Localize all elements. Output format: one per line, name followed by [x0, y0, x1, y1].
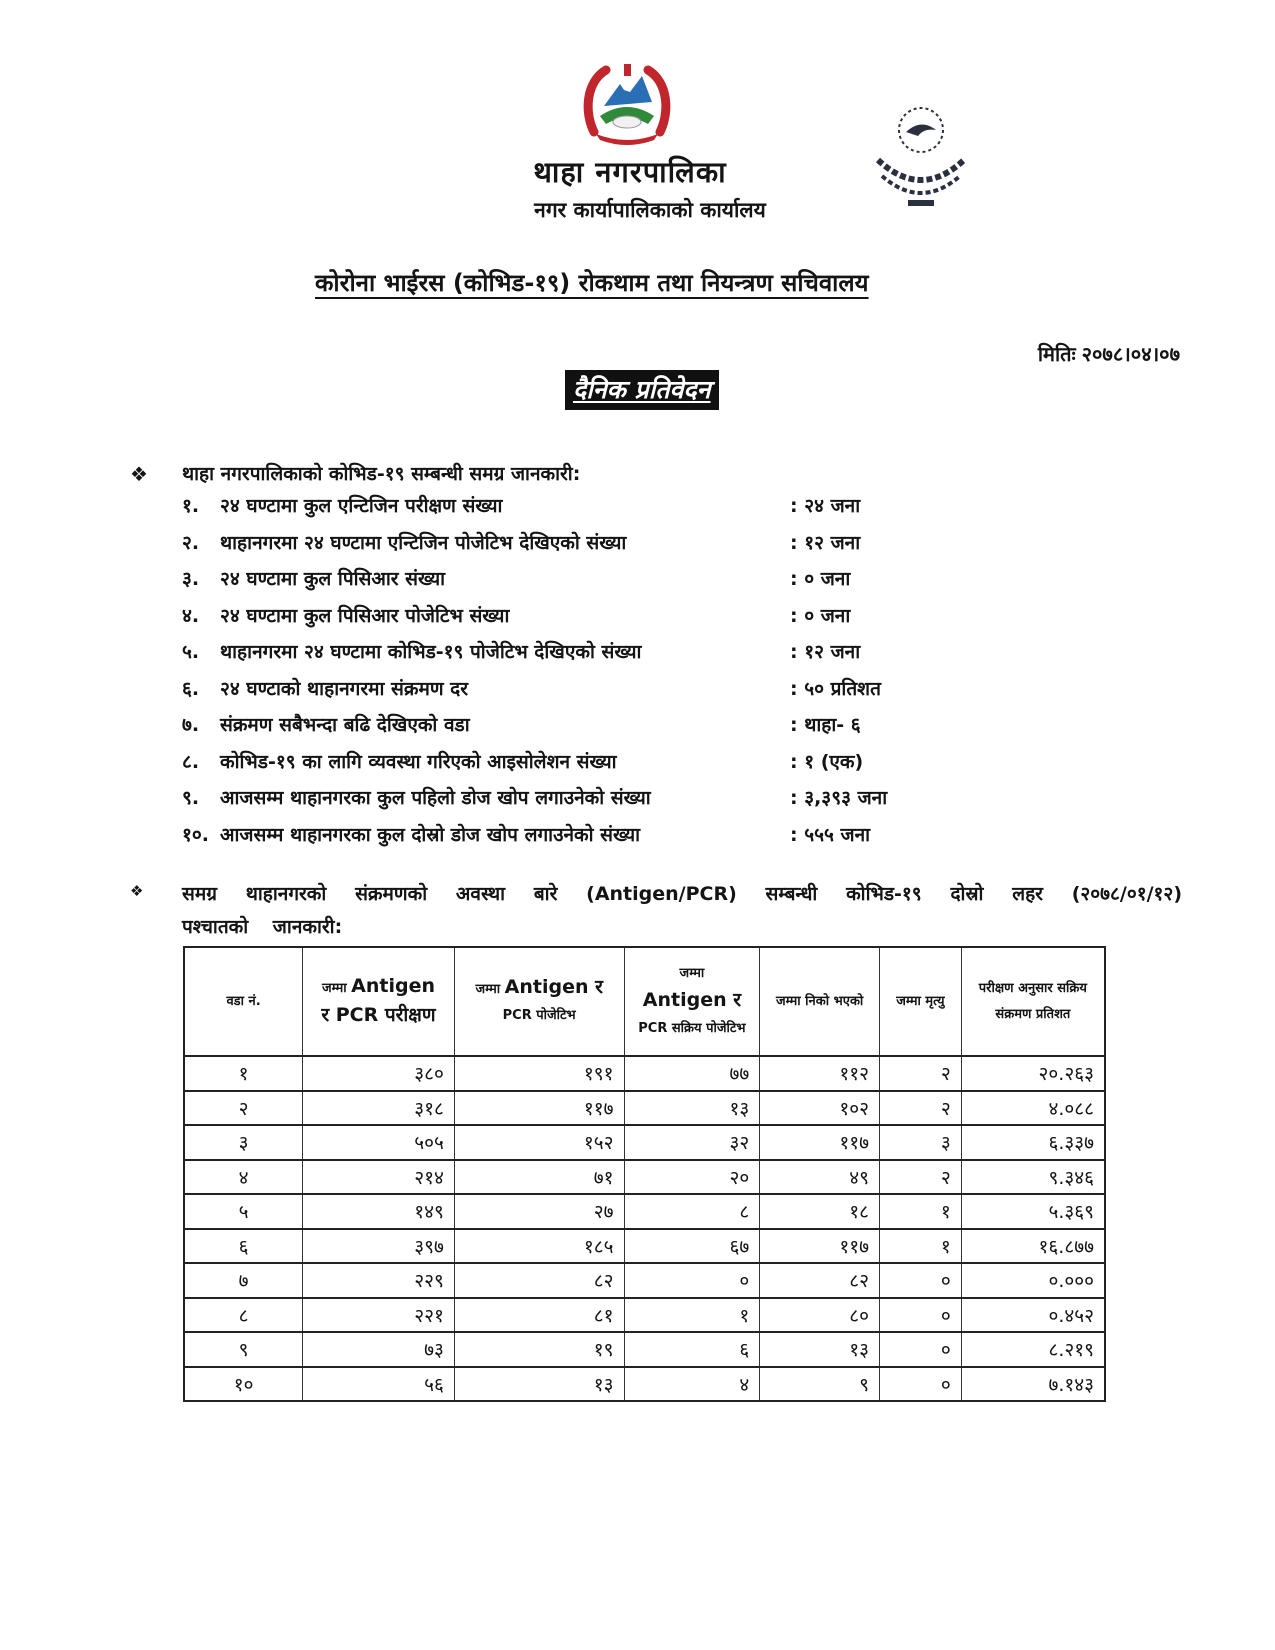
cell-tests: ३९७ — [303, 1229, 455, 1264]
cell-positive: ११७ — [454, 1091, 624, 1126]
header-text: PCR पोजेटिभ — [502, 1008, 576, 1023]
item-value: : थाहा- ६ — [790, 714, 861, 736]
item-label: थाहानगरमा २४ घण्टामा एन्टिजिन पोजेटिभ देखिएको संख्या — [220, 531, 627, 554]
cell-tests: ५६ — [303, 1367, 455, 1402]
cell-deaths: १ — [879, 1194, 961, 1229]
nepal-emblem-icon — [582, 62, 672, 146]
header-text: Antigen र — [642, 989, 742, 1011]
item-value: : ० जना — [790, 568, 851, 590]
item-number: ६. — [182, 677, 200, 700]
cell-percent: ६.३३७ — [961, 1125, 1105, 1160]
cell-positive: १९१ — [454, 1056, 624, 1091]
cell-recovered: १८ — [760, 1194, 880, 1229]
item-value: : २४ जना — [790, 495, 861, 517]
cell-ward: १० — [184, 1367, 303, 1402]
cell-active: ४ — [624, 1367, 760, 1402]
cell-percent: ४.०८८ — [961, 1091, 1105, 1126]
item-number: ७. — [182, 714, 200, 736]
cell-positive: १५२ — [454, 1125, 624, 1160]
cell-active: १ — [624, 1298, 760, 1333]
cell-positive: ८२ — [454, 1263, 624, 1298]
cell-deaths: ३ — [879, 1125, 961, 1160]
cell-active: ३२ — [624, 1125, 760, 1160]
cell-tests: ५०५ — [303, 1125, 455, 1160]
item-value: : १ (एक) — [790, 750, 864, 773]
cell-deaths: ० — [879, 1298, 961, 1333]
cell-tests: २१४ — [303, 1160, 455, 1195]
cell-positive: ८१ — [454, 1298, 624, 1333]
header-text: जम्मा — [321, 980, 352, 996]
cell-ward: ५ — [184, 1194, 303, 1229]
item-label: संक्रमण सबैभन्दा बढि देखिएको वडा — [220, 714, 470, 736]
item-number: ३. — [182, 568, 200, 590]
list-item — [182, 565, 1082, 602]
header-deaths — [879, 947, 961, 1056]
org-office: नगर कार्यापालिकाको कार्यालय — [534, 198, 766, 222]
ward-data-table — [183, 946, 1106, 1402]
cell-active: ६ — [624, 1332, 760, 1367]
item-number: १०. — [182, 823, 209, 846]
header-total-positive — [454, 947, 624, 1056]
cell-percent: १६.८७७ — [961, 1229, 1105, 1264]
cell-active: ७७ — [624, 1056, 760, 1091]
table-row — [184, 1194, 1105, 1229]
list-item — [182, 529, 1082, 566]
header-text: र PCR परीक्षण — [321, 1003, 436, 1026]
cell-percent: ८.२१९ — [961, 1332, 1105, 1367]
cell-positive: २७ — [454, 1194, 624, 1229]
item-label: २४ घण्टामा कुल पिसिआर पोजेटिभ संख्या — [220, 604, 510, 627]
header-active-positive — [624, 947, 760, 1056]
list-item — [182, 638, 1082, 675]
cell-ward: २ — [184, 1091, 303, 1126]
cell-percent: ७.१४३ — [961, 1367, 1105, 1402]
list-item — [182, 492, 1082, 529]
cell-percent: ५.३६९ — [961, 1194, 1105, 1229]
summary-list — [182, 492, 1082, 857]
header-recovered — [760, 947, 880, 1056]
official-stamp-icon — [868, 100, 974, 216]
list-item — [182, 675, 1082, 712]
cell-percent: ०.००० — [961, 1263, 1105, 1298]
cell-recovered: ४९ — [760, 1160, 880, 1195]
cell-ward: ६ — [184, 1229, 303, 1264]
table-row — [184, 1125, 1105, 1160]
date-value: २०७८।०४।०७ — [1081, 342, 1180, 366]
cell-tests: ७३ — [303, 1332, 455, 1367]
header-text: जम्मा — [679, 966, 705, 981]
header-text: परीक्षण अनुसार सक्रिय संक्रमण प्रतिशत — [978, 980, 1087, 1022]
cell-positive: १३ — [454, 1367, 624, 1402]
diamond-bullet-icon: ❖ — [130, 882, 144, 900]
cell-tests: ३८० — [303, 1056, 455, 1091]
header-text: जम्मा निको भएको — [775, 993, 864, 1009]
cell-deaths: २ — [879, 1091, 961, 1126]
header-text: Antigen — [351, 974, 436, 997]
table-row — [184, 1229, 1105, 1264]
header-total-tests — [303, 947, 455, 1056]
item-value: : ५० प्रतिशत — [790, 677, 881, 700]
header-text: PCR सक्रिय पोजेटिभ — [638, 1021, 746, 1036]
item-label: थाहानगरमा २४ घण्टामा कोभिड-१९ पोजेटिभ देखिएको संख्या — [220, 641, 642, 663]
cell-active: १३ — [624, 1091, 760, 1126]
header-text: वडा नं. — [226, 993, 261, 1009]
cell-deaths: २ — [879, 1056, 961, 1091]
secretariat-heading: कोरोना भाईरस (कोभिड-१९) रोकथाम तथा नियन्त्रण सचिवालय — [315, 269, 869, 297]
cell-recovered: ८२ — [760, 1263, 880, 1298]
cell-recovered: १०२ — [760, 1091, 880, 1126]
cell-positive: ७१ — [454, 1160, 624, 1195]
cell-recovered: १३ — [760, 1332, 880, 1367]
cell-ward: ३ — [184, 1125, 303, 1160]
cell-percent: २०.२६३ — [961, 1056, 1105, 1091]
header-ward — [184, 947, 303, 1056]
date-label: मितिः — [1037, 342, 1076, 366]
table-row — [184, 1091, 1105, 1126]
list-item — [182, 748, 1082, 785]
table-row — [184, 1160, 1105, 1195]
table-row — [184, 1263, 1105, 1298]
cell-percent: ९.३४६ — [961, 1160, 1105, 1195]
cell-deaths: ० — [879, 1332, 961, 1367]
cell-ward: ८ — [184, 1298, 303, 1333]
cell-active: २० — [624, 1160, 760, 1195]
item-value: : ५५५ जना — [790, 823, 871, 846]
cell-deaths: १ — [879, 1229, 961, 1264]
cell-deaths: ० — [879, 1263, 961, 1298]
cell-ward: ७ — [184, 1263, 303, 1298]
header-text: जम्मा मृत्यु — [896, 993, 945, 1009]
cell-deaths: २ — [879, 1160, 961, 1195]
item-number: ४. — [182, 604, 200, 627]
table-row — [184, 1298, 1105, 1333]
report-title: दैनिक प्रतिवेदन — [565, 370, 719, 410]
item-value: : १२ जना — [790, 531, 861, 554]
cell-active: ८ — [624, 1194, 760, 1229]
cell-ward: १ — [184, 1056, 303, 1091]
cell-recovered: ९ — [760, 1367, 880, 1402]
org-name: थाहा नगरपालिका — [533, 155, 727, 189]
list-item — [182, 711, 1082, 748]
cell-tests: २२९ — [303, 1263, 455, 1298]
header-text: जम्मा — [475, 982, 505, 997]
item-label: २४ घण्टामा कुल पिसिआर संख्या — [220, 568, 446, 590]
table-header-row — [184, 947, 1105, 1056]
table-row — [184, 1332, 1105, 1367]
cell-tests: २२१ — [303, 1298, 455, 1333]
item-value: : १२ जना — [790, 641, 861, 663]
item-number: ८. — [182, 750, 200, 773]
summary-title: थाहा नगरपालिकाको कोभिड-१९ सम्बन्धी समग्र जानकारी: — [182, 463, 581, 485]
cell-tests: १४९ — [303, 1194, 455, 1229]
table-row — [184, 1056, 1105, 1091]
item-label: २४ घण्टामा कुल एन्टिजिन परीक्षण संख्या — [220, 495, 503, 517]
cell-positive: १८५ — [454, 1229, 624, 1264]
table-body — [184, 1056, 1105, 1401]
list-item — [182, 821, 1082, 858]
cell-positive: १९ — [454, 1332, 624, 1367]
cell-ward: ९ — [184, 1332, 303, 1367]
cell-percent: ०.४५२ — [961, 1298, 1105, 1333]
item-value: : ० जना — [790, 604, 851, 627]
header-text: Antigen र — [504, 976, 603, 998]
diamond-bullet-icon: ❖ — [130, 462, 148, 486]
cell-active: ० — [624, 1263, 760, 1298]
item-value: : ३,३९३ जना — [790, 787, 888, 809]
item-label: २४ घण्टाको थाहानगरमा संक्रमण दर — [220, 677, 469, 700]
cell-tests: ३१८ — [303, 1091, 455, 1126]
table-row — [184, 1367, 1105, 1402]
cell-recovered: ११२ — [760, 1056, 880, 1091]
cell-recovered: ८० — [760, 1298, 880, 1333]
item-number: ९. — [182, 787, 200, 809]
list-item — [182, 784, 1082, 821]
item-number: १. — [182, 495, 200, 517]
item-number: २. — [182, 531, 200, 554]
cell-recovered: ११७ — [760, 1125, 880, 1160]
cell-ward: ४ — [184, 1160, 303, 1195]
report-date — [1038, 340, 1180, 367]
cell-recovered: ११७ — [760, 1229, 880, 1264]
list-item — [182, 602, 1082, 639]
cell-active: ६७ — [624, 1229, 760, 1264]
cell-deaths: ० — [879, 1367, 961, 1402]
item-label: आजसम्म थाहानगरका कुल दोस्रो डोज खोप लगाउनेको संख्या — [220, 823, 641, 846]
item-label: कोभिड-१९ का लागि व्यवस्था गरिएको आइसोलेशन संख्या — [220, 750, 617, 773]
item-label: आजसम्म थाहानगरका कुल पहिलो डोज खोप लगाउनेको संख्या — [220, 787, 651, 809]
header-active-percent — [961, 947, 1105, 1056]
ward-status-title: समग्र थाहानगरको संक्रमणको अवस्था बारे (Antigen/PCR) सम्बन्धी कोभिड-१९ दोस्रो लहर (२०७८/०१/१२) पश्चातको जानकारी: — [182, 883, 1182, 938]
item-number: ५. — [182, 641, 200, 663]
